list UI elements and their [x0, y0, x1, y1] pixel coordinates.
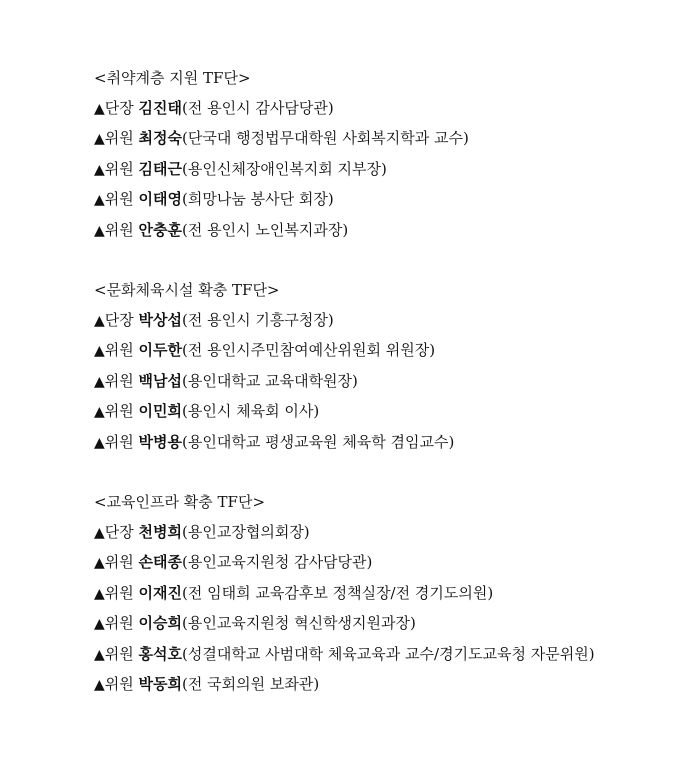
member-detail: (전 국회의원 보좌관) — [182, 675, 320, 693]
member-name: 김태근 — [138, 159, 183, 178]
member-detail: (전 임태희 교육감후보 정책실장/전 경기도의원) — [182, 583, 494, 602]
member-line — [94, 216, 636, 247]
member-name: 백남섭 — [138, 371, 183, 390]
member-role: 위원 — [104, 614, 134, 632]
section-culture-sports — [94, 276, 636, 458]
member-detail: (용인신체장애인복지회 지부장) — [182, 159, 387, 178]
member-name: 이승희 — [138, 614, 183, 632]
member-role: 위원 — [104, 675, 134, 693]
member-line — [94, 155, 636, 186]
member-line — [94, 640, 636, 671]
member-role: 위원 — [104, 371, 134, 390]
member-role: 위원 — [104, 432, 134, 451]
member-detail: (전 용인시 노인복지과장) — [182, 220, 349, 239]
member-detail: (희망나눔 봉사단 회장) — [182, 190, 334, 208]
member-name: 손태종 — [138, 553, 183, 571]
triangle-icon: ▲ — [94, 131, 105, 147]
member-line — [94, 397, 636, 428]
member-name: 김진태 — [138, 98, 183, 117]
member-line — [94, 548, 636, 579]
member-detail: (용인교육지원청 혁신학생지원과장) — [182, 614, 416, 632]
member-line — [94, 579, 636, 610]
section-title: <취약계층 지원 TF단> — [94, 69, 251, 87]
member-name: 박상섭 — [138, 310, 183, 329]
member-detail: (성결대학교 사범대학 체육교육과 교수/경기도교육청 자문위원) — [182, 644, 595, 663]
member-role: 단장 — [104, 98, 134, 117]
member-role: 위원 — [104, 341, 134, 359]
member-role: 위원 — [104, 553, 134, 571]
member-role: 위원 — [104, 402, 134, 420]
member-line — [94, 609, 636, 640]
member-line — [94, 367, 636, 398]
member-role: 위원 — [104, 159, 134, 178]
member-role: 단장 — [104, 310, 134, 329]
section-education-infra — [94, 488, 636, 701]
member-detail: (전 용인시 감사담당관) — [182, 98, 334, 117]
triangle-icon: ▲ — [94, 585, 105, 602]
triangle-icon: ▲ — [94, 222, 105, 239]
member-line — [94, 670, 636, 701]
triangle-icon: ▲ — [94, 192, 105, 208]
member-name: 안충훈 — [138, 220, 183, 239]
member-detail: (용인대학교 교육대학원장) — [182, 371, 358, 390]
member-name: 천병희 — [138, 522, 183, 541]
member-line — [94, 94, 636, 125]
section-title: <문화체육시설 확충 TF단> — [94, 281, 280, 299]
member-name: 홍석호 — [138, 644, 183, 663]
member-name: 최정숙 — [138, 129, 183, 147]
member-line — [94, 428, 636, 459]
triangle-icon: ▲ — [94, 616, 105, 632]
triangle-icon: ▲ — [94, 373, 105, 390]
triangle-icon: ▲ — [94, 161, 105, 178]
triangle-icon: ▲ — [94, 646, 105, 663]
member-detail: (전 용인시주민참여예산위원회 위원장) — [182, 341, 436, 359]
triangle-icon: ▲ — [94, 404, 105, 420]
member-name: 박병용 — [138, 432, 183, 451]
triangle-icon: ▲ — [94, 343, 105, 359]
member-role: 위원 — [104, 129, 134, 147]
member-role: 위원 — [104, 644, 134, 663]
triangle-icon: ▲ — [94, 100, 105, 117]
member-detail: (용인교육지원청 감사담당관) — [182, 553, 373, 571]
member-detail: (용인대학교 평생교육원 체육학 겸임교수) — [182, 432, 455, 451]
member-name: 이두한 — [138, 341, 183, 359]
triangle-icon: ▲ — [94, 434, 105, 451]
member-line — [94, 336, 636, 367]
section-vulnerable-support — [94, 64, 636, 246]
member-line — [94, 185, 636, 216]
member-detail: (용인교장협의회장) — [182, 522, 310, 541]
member-role: 위원 — [104, 583, 134, 602]
triangle-icon: ▲ — [94, 677, 105, 693]
member-role: 위원 — [104, 190, 134, 208]
member-name: 이민희 — [138, 402, 183, 420]
member-role: 단장 — [104, 522, 134, 541]
member-line — [94, 124, 636, 155]
member-detail: (단국대 행정법무대학원 사회복지학과 교수) — [182, 129, 469, 147]
member-line — [94, 306, 636, 337]
member-role: 위원 — [104, 220, 134, 239]
member-detail: (전 용인시 기흥구청장) — [182, 310, 334, 329]
member-name: 박동희 — [138, 675, 183, 693]
member-detail: (용인시 체육회 이사) — [182, 402, 320, 420]
section-title: <교육인프라 확충 TF단> — [94, 493, 266, 511]
member-name: 이태영 — [138, 190, 183, 208]
triangle-icon: ▲ — [94, 555, 105, 571]
member-line — [94, 518, 636, 549]
triangle-icon: ▲ — [94, 524, 105, 541]
triangle-icon: ▲ — [94, 312, 105, 329]
member-name: 이재진 — [138, 583, 183, 602]
